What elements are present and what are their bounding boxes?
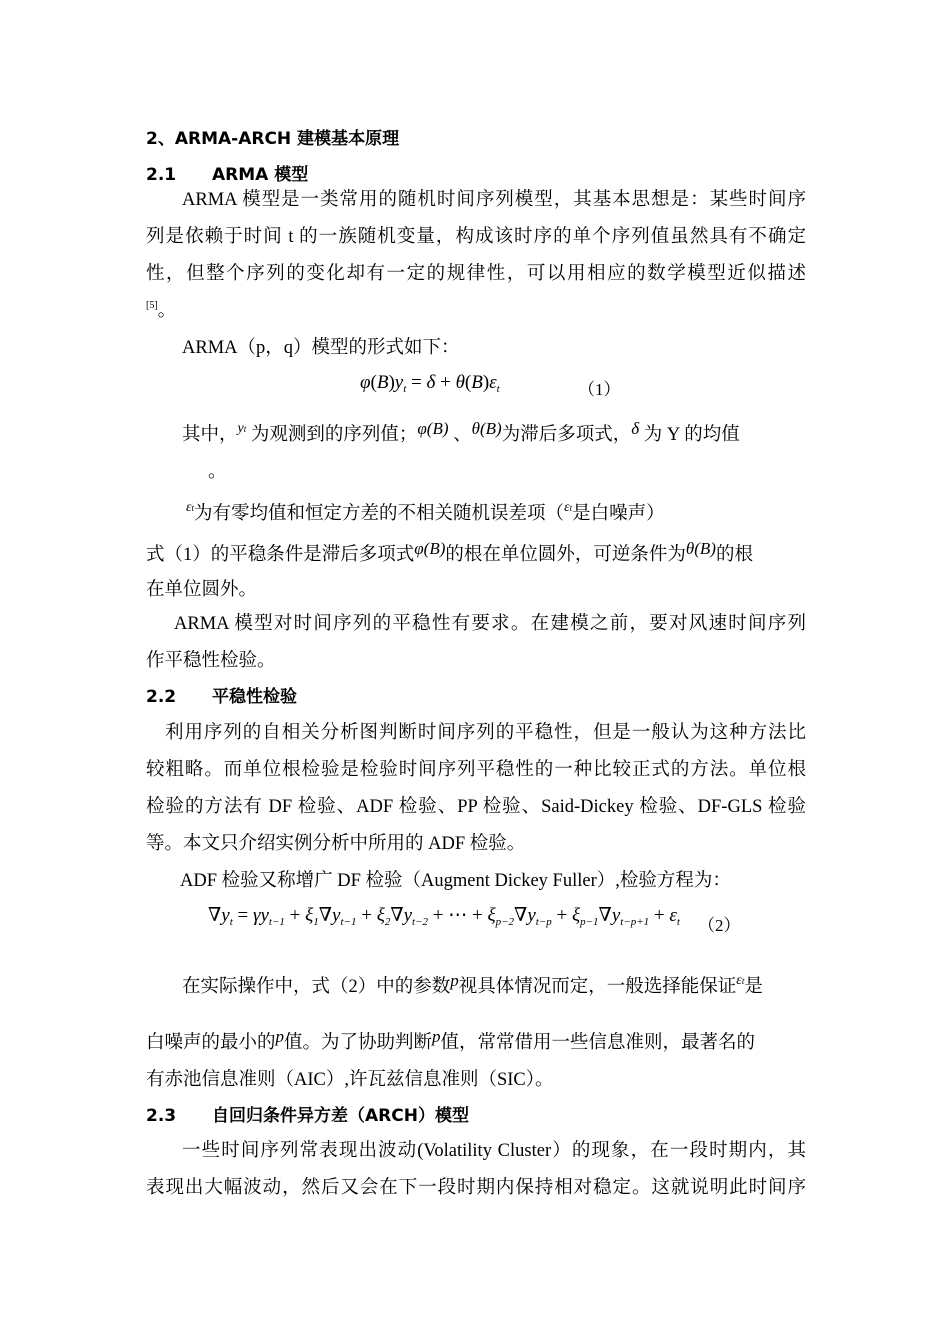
paragraph-line: 一些时间序列常表现出波动(Volatility Cluster）的现象，在一段时期内，其 — [182, 1141, 806, 1161]
subsection-heading-2-2 — [146, 685, 297, 709]
symbol-epsilon-t: εt — [186, 500, 195, 515]
paragraph-line — [146, 1027, 756, 1056]
paragraph-line: 等。本文只介绍实例分析中所用的 ADF 检验。 — [146, 834, 526, 854]
text-run: 的根在单位圆外，可逆条件为 — [445, 545, 686, 565]
text-run: 为有零均值和恒定方差的不相关随机误差项（ — [194, 504, 565, 524]
subsection-heading-2-1 — [146, 163, 308, 187]
stationarity-line — [146, 539, 753, 568]
text-run: 值。为了协助判断 — [284, 1033, 433, 1053]
paragraph-line: 列是依赖于时间 t 的一族随机变量，构成该时序的单个序列值虽然具有不确定 — [146, 227, 806, 247]
paragraph-line: 表现出大幅波动，然后又会在下一段时期内保持相对稳定。这就说明此时间序 — [146, 1178, 806, 1198]
paragraph-line: 利用序列的自相关分析图判断时间序列的平稳性，但是一般认为这种方法比 — [165, 723, 806, 743]
symbol-theta-b: θ(B) — [471, 419, 502, 438]
epsilon-line — [186, 501, 665, 529]
symbol-delta: δ — [631, 419, 640, 438]
text-run: 的根 — [715, 545, 753, 565]
section-heading — [146, 127, 399, 151]
subsection-title: ARMA 模型 — [212, 165, 309, 185]
text-run: 其中， — [182, 425, 238, 445]
form-intro: ARMA（p，q）模型的形式如下： — [182, 338, 460, 358]
subsection-heading-2-3 — [146, 1104, 469, 1128]
stationarity-line-end: 在单位圆外。 — [146, 580, 258, 600]
subsection-number: 2.1 — [146, 165, 177, 185]
subsection-number: 2.3 — [146, 1106, 177, 1126]
paragraph-line: 性，但整个序列的变化却有一定的规律性，可以用相应的数学模型近似描述 — [146, 264, 806, 284]
paragraph-line: 作平稳性检验。 — [146, 651, 276, 671]
equation-2: $\nabla y_t = \gamma y_{t-1} + \xi_1\nabla y_{t-1} + \xi_2\nabla y_{t-2}$ + ⋯ + $\xi_{p-2}\nabla y_{t-p} + \xi_{p-1}\nabla y_{t-p+1} + \varepsilon_t$ — [208, 905, 680, 928]
text-run: 是 — [744, 977, 763, 997]
text-run: 为滞后多项式， — [501, 425, 632, 445]
text-run: 视具体情况而定，一般选择能保证 — [458, 977, 737, 997]
where-line-end: 。 — [208, 462, 227, 482]
text-run: 、 — [453, 425, 472, 445]
symbol-p: p — [275, 1027, 285, 1046]
paragraph-line — [182, 971, 763, 1002]
paragraph-line: 较粗略。而单位根检验是检验时间序列平稳性的一种比较正式的方法。单位根 — [146, 760, 806, 780]
citation-line — [146, 298, 176, 327]
citation-ref: [5] — [146, 300, 158, 311]
subsection-number: 2.2 — [146, 687, 177, 707]
paragraph-end: 。 — [157, 301, 177, 321]
text-run: 白噪声的最小的 — [146, 1033, 276, 1053]
equation-number: （1） — [578, 380, 621, 399]
text-run: 为观测到的序列值； — [250, 425, 418, 445]
text-run: 式（1）的平稳条件是滞后多项式 — [146, 545, 415, 565]
section-title: 2、ARMA-ARCH 建模基本原理 — [146, 129, 400, 149]
symbol-epsilon-t: εt — [736, 973, 745, 988]
paragraph-line: 检验的方法有 DF 检验、ADF 检验、PP 检验、Said-Dickey 检验、DF-GLS 检验 — [146, 797, 806, 817]
adf-intro: ADF 检验又称增广 DF 检验（Augment Dickey Fuller）,检验方程为： — [180, 871, 731, 891]
symbol-epsilon-t: εt — [564, 500, 573, 515]
paragraph-line: ARMA 模型对时间序列的平稳性有要求。在建模之前，要对风速时间序列 — [174, 614, 806, 634]
equation-1: $\varphi(B)y_t = \delta + \theta(B)\varepsilon_t$ — [360, 372, 500, 395]
text-run: 值，常常借用一些信息准则，最著名的 — [440, 1033, 756, 1053]
paragraph-line: ARMA 模型是一类常用的随机时间序列模型，其基本思想是：某些时间序 — [182, 190, 806, 210]
text-run: 在实际操作中，式（2）中的参数 — [182, 977, 451, 997]
symbol-phi-b: φ(B) — [417, 419, 449, 438]
where-line — [182, 419, 740, 450]
text-run: 为 Y 的均值 — [643, 425, 740, 445]
subsection-title: 平稳性检验 — [212, 687, 297, 707]
symbol-y-t: yt — [237, 421, 247, 436]
paragraph-line: 有赤池信息准则（AIC）,许瓦兹信息准则（SIC）。 — [146, 1070, 554, 1090]
subsection-title: 自回归条件异方差（ARCH）模型 — [212, 1106, 469, 1126]
text-run: 是白噪声） — [572, 504, 665, 524]
symbol-p: p — [450, 971, 459, 990]
symbol-phi-b: φ(B) — [414, 539, 446, 558]
symbol-p: p — [432, 1027, 441, 1046]
equation-number: （2） — [698, 916, 741, 935]
symbol-theta-b: θ(B) — [685, 539, 716, 558]
